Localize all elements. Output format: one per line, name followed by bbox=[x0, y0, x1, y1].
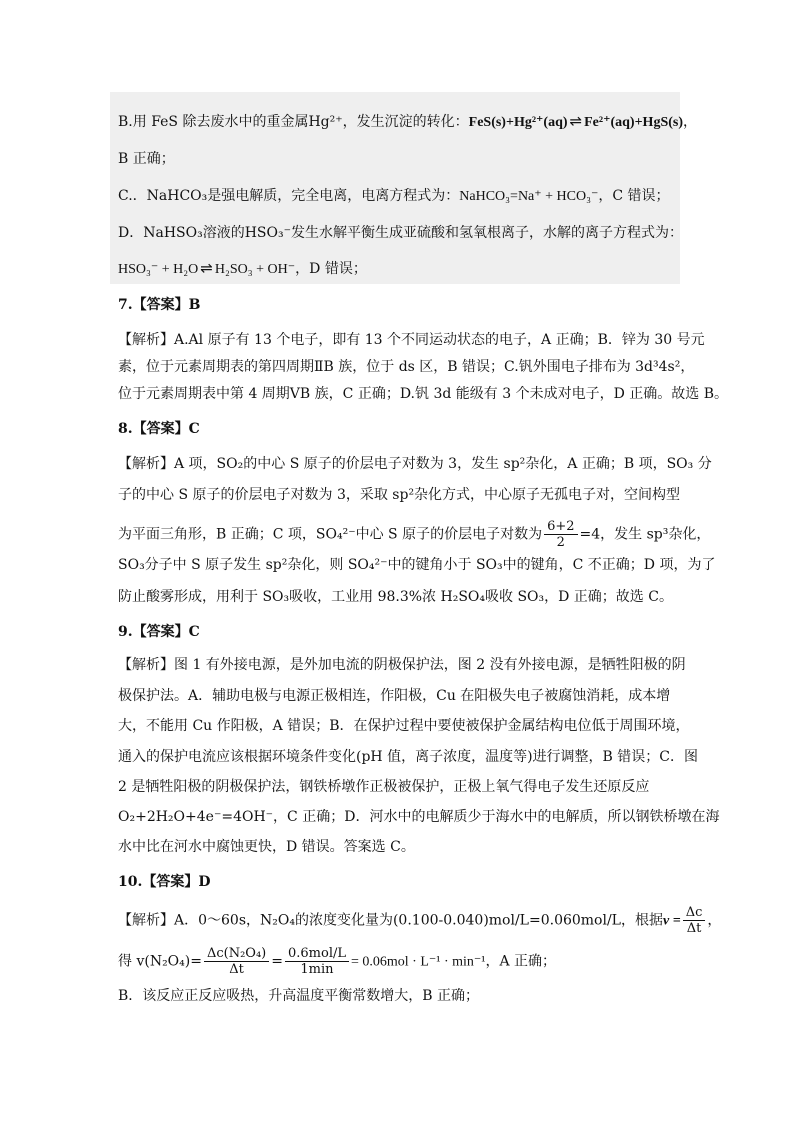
q7-analysis-line: 位于元素周期表中第 4 周期ⅤB 族，C 正确；D.钒 3d 能级有 3 个未成对电子，D 正确。故选 B。 bbox=[118, 386, 728, 402]
q10-analysis-line: B．该反应正反应吸热，升高温度平衡常数增大，B 正确； bbox=[118, 988, 480, 1004]
option-b-eq-right: Fe²⁺(aq)+HgS(s) bbox=[584, 115, 683, 130]
equilibrium-arrow-icon: ⇌ bbox=[200, 259, 213, 277]
option-d-line2 bbox=[118, 259, 367, 279]
q10-frac1-numerator: Δc(N₂O₄) bbox=[204, 946, 269, 962]
q9-analysis-line: 大，不能用 Cu 作阳极，A 错误；B．在保护过程中要使被保护金属结构电位低于周围环境， bbox=[118, 718, 690, 734]
q8-line3-tail: =4，发生 sp³杂化， bbox=[579, 526, 711, 543]
q7-analysis-line: 【解析】A.Al 原子有 13 个电子，即有 13 个不同运动状态的电子，A 正确；B．锌为 30 号元 bbox=[118, 332, 705, 348]
q8-analysis-line: 【解析】A 项，SO₂的中心 S 原子的价层电子对数为 3，发生 sp²杂化，A 正确；B 项，SO₃ 分 bbox=[118, 456, 712, 472]
option-b-line bbox=[118, 112, 697, 132]
q10-answer: 10.【答案】D bbox=[118, 874, 211, 890]
q8-frac-denominator: 2 bbox=[556, 535, 565, 550]
option-d-tail: ，D 错误； bbox=[295, 261, 367, 277]
q8-analysis-line: 子的中心 S 原子的价层电子对数为 3，采取 sp²杂化方式，中心原子无孤电子对，空间构型 bbox=[118, 487, 681, 503]
option-b-conclusion: B 正确； bbox=[118, 151, 175, 167]
option-d-eq-left: HSO₃⁻ + H₂O bbox=[118, 262, 199, 277]
q10-frac2-numerator: 0.6mol/L bbox=[285, 946, 349, 962]
q10-fraction-1 bbox=[204, 946, 269, 977]
q10-rate-numerator: Δc bbox=[683, 905, 706, 921]
option-c-line bbox=[118, 187, 670, 206]
q10-fraction-2 bbox=[285, 946, 349, 977]
option-b-text: B.用 FeS 除去废水中的重金属Hg²⁺，发生沉淀的转化： bbox=[118, 114, 469, 130]
q10-frac2-denominator: 1min bbox=[300, 962, 334, 977]
q10-line1-prefix: 【解析】A．0～60s，N₂O₄的浓度变化量为(0.100-0.040)mol/L=0.060mol/L，根据 bbox=[118, 912, 663, 929]
q8-frac-numerator: 6+2 bbox=[544, 519, 577, 535]
option-c-tail: ，C 错误； bbox=[598, 188, 670, 204]
q10-line1-tail: ， bbox=[707, 912, 722, 929]
q10-line2-tail: ，A 正确； bbox=[485, 953, 557, 970]
q8-analysis-line: 防止酸雾形成，用利于 SO₃吸收，工业用 98.3%浓 H₂SO₄吸收 SO₃，D 正确；故选 C。 bbox=[118, 589, 673, 605]
q9-analysis-line: 【解析】图 1 有外接电源，是外加电流的阴极保护法，图 2 没有外接电源，是牺牲阳极的阴 bbox=[118, 657, 686, 673]
q10-analysis-line bbox=[118, 946, 556, 977]
q10-rate-fraction bbox=[683, 905, 706, 936]
option-c-text: C.．NaHCO₃是强电解质，完全电离，电离方程式为： bbox=[118, 188, 460, 204]
q9-answer: 9.【答案】C bbox=[118, 624, 200, 640]
q9-analysis-line: 2 是牺牲阳极的阴极保护法，钢铁桥墩作正极被保护，正极上氧气得电子发生还原反应 bbox=[118, 779, 650, 795]
q9-analysis-line: 极保护法。A．辅助电极与电源正极相连，作阳极，Cu 在阳极失电子被腐蚀消耗，成本增 bbox=[118, 688, 671, 704]
option-b-tail: ， bbox=[683, 114, 697, 130]
q10-frac1-denominator: Δt bbox=[229, 962, 244, 977]
q9-analysis-line: 通入的保护电流应该根据环境条件变化(pH 值，离子浓度，温度等)进行调整，B 错误；C．图 bbox=[118, 749, 698, 765]
option-b-eq-left: FeS(s)+Hg²⁺(aq) bbox=[468, 115, 568, 130]
option-d-line1: D．NaHSO₃溶液的HSO₃⁻发生水解平衡生成亚硫酸和氢氧根离子，水解的离子方程式为： bbox=[118, 225, 683, 241]
q9-analysis-line: O₂+2H₂O+4e⁻=4OH⁻，C 正确；D．河水中的电解质少于海水中的电解质，所以钢铁桥墩在海 bbox=[118, 809, 720, 825]
equilibrium-arrow-icon: ⇌ bbox=[569, 112, 583, 130]
q9-analysis-line: 水中比在河水中腐蚀更快，D 错误。答案选 C。 bbox=[118, 839, 415, 855]
q10-line2-prefix: 得 v(N₂O₄)= bbox=[118, 953, 202, 970]
option-d-eq-right: H₂SO₃ + OH⁻ bbox=[214, 262, 296, 277]
q10-result: = 0.06mol · L⁻¹ · min⁻¹ bbox=[350, 954, 486, 970]
q8-answer: 8.【答案】C bbox=[118, 421, 200, 437]
q10-rate-denominator: Δt bbox=[686, 921, 702, 936]
q10-rate-symbol: v = bbox=[662, 913, 681, 929]
q8-analysis-line bbox=[118, 519, 710, 550]
q7-analysis-line: 素，位于元素周期表的第四周期ⅡB 族，位于 ds 区，B 错误；C.钒外围电子排布为 3d³4s²， bbox=[118, 359, 695, 375]
q10-analysis-line bbox=[118, 905, 721, 936]
option-c-eq: NaHCO₃=Na⁺ + HCO₃⁻ bbox=[459, 189, 599, 204]
q8-line3-prefix: 为平面三角形，B 正确；C 项，SO₄²⁻中心 S 原子的价层电子对数为 bbox=[118, 526, 543, 543]
q8-analysis-line: SO₃分子中 S 原子发生 sp²杂化，则 SO₄²⁻中的键角小于 SO₃中的键角，C 不正确；D 项，为了 bbox=[118, 557, 716, 573]
q7-answer: 7.【答案】B bbox=[118, 297, 201, 313]
q10-equals: = bbox=[271, 953, 283, 970]
q8-fraction bbox=[544, 519, 577, 550]
